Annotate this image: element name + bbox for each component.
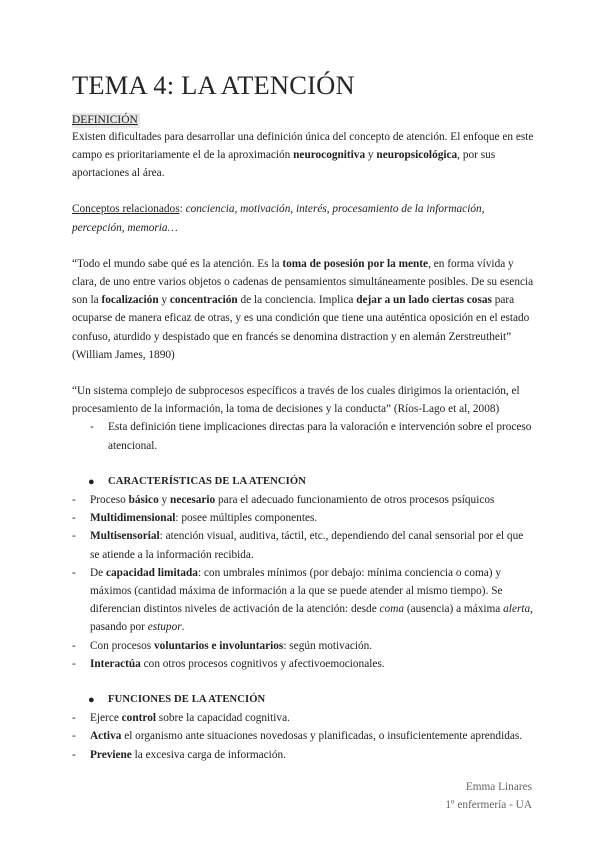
quote-note-list [90, 418, 534, 454]
bold-term: Multisensorial [90, 530, 160, 543]
footer-course: 1º enfermería - UA [445, 799, 532, 812]
conceptos-list: conciencia, motivación, interés, procesamiento de la información, percepción, memoria… [72, 203, 485, 234]
text-span: el organismo ante situaciones novedosas y planificadas, o insuficientemente aprendidas. [121, 730, 523, 743]
bullet-icon: ● [88, 475, 95, 488]
text-span: Proceso [90, 494, 129, 507]
bold-term: capacidad limitada [106, 566, 198, 579]
text-span: con otros procesos cognitivos y afectivoemocionales. [140, 657, 385, 670]
page-footer [445, 778, 532, 814]
bold-term: focalización [101, 294, 159, 307]
bold-term: básico [128, 494, 159, 507]
quote-rios-lago: “Un sistema complejo de subprocesos específicos a través de los cuales dirigimos la orientación, el procesamiento de la información, la toma de decisiones y la conducta” (Ríos-Lago et al, 2008) [72, 385, 520, 416]
heading-text: FUNCIONES DE LA ATENCIÓN [108, 694, 266, 706]
bold-term: dejar a un lado ciertas cosas [356, 294, 492, 307]
text-span: para el adecuado funcionamiento de otros procesos psíquicos [215, 494, 495, 507]
list-item [72, 727, 534, 745]
text-span: de la conciencia. Implica [237, 294, 357, 307]
bold-term: Multidimensional [90, 512, 176, 525]
list-item [72, 527, 534, 563]
quote-william-james [72, 255, 534, 364]
list-item [72, 709, 534, 727]
text-span: (ausencia) a máxima [404, 603, 504, 616]
text-span: : según motivación. [283, 639, 373, 652]
funciones-heading [72, 691, 534, 709]
bullet-icon: ● [88, 694, 95, 707]
bold-term: concentración [169, 294, 238, 307]
text-span: la excesiva carga de información. [131, 748, 286, 761]
definicion-label: DEFINICIÓN [72, 113, 138, 126]
definicion-paragraph [72, 128, 534, 183]
text-span: : [179, 203, 186, 216]
caracteristicas-list [72, 491, 534, 673]
italic-term: estupor [147, 621, 182, 634]
bold-term: toma de posesión por la mente [282, 257, 429, 270]
caracteristicas-heading [72, 473, 534, 491]
list-item [72, 564, 534, 637]
bold-term: neuropsicológica [376, 149, 458, 161]
bold-term: voluntarios e involuntarios [154, 639, 284, 652]
footer-author: Emma Linares [465, 781, 532, 793]
list-item [72, 491, 534, 509]
text-span: De [90, 566, 106, 579]
text-span: , pasando por [90, 603, 533, 634]
text-span: y [158, 494, 171, 507]
list-item: - Esta definición tiene implicaciones directas para la valoración e intervención sobre el proceso atencional. [90, 418, 534, 454]
document-page [72, 70, 534, 764]
bold-term: control [121, 712, 156, 725]
text-span: , en forma vívida y clara, de uno entre varios objetos o cadenas de pensamientos simultáneamente posibles. De su esencia son la [72, 257, 534, 307]
text-span: y [158, 294, 170, 307]
heading-text: CARACTERÍSTICAS DE LA ATENCIÓN [108, 475, 306, 487]
conceptos-label: Conceptos relacionados [72, 203, 180, 216]
list-item [72, 655, 534, 673]
list-item [72, 509, 534, 527]
text-span: y [365, 149, 377, 161]
bold-term: Activa [90, 730, 122, 743]
text-span: para ocuparse de manera eficaz de otras, y es una condición que tiene una auténtica oposición en el estado confuso, aturdido y despistado que en francés se denomina distraction y en alemán Zerstreutheit” (William James, 1890) [72, 294, 530, 361]
italic-term: alerta [503, 603, 531, 616]
list-item [72, 637, 534, 655]
text-span: Existen dificultades para desarrollar una definición única del concepto de atención. El enfoque en este campo es prioritariamente el de la aproximación [72, 130, 534, 161]
funciones-list [72, 709, 534, 764]
bold-term: Interactúa [90, 657, 141, 670]
text-span: “Todo el mundo sabe qué es la atención. Es la [72, 257, 283, 270]
text-span: , por sus aportaciones al área. [72, 149, 496, 180]
bold-term: neurocognitiva [293, 149, 366, 161]
bold-term: Previene [90, 748, 132, 761]
list-item [72, 746, 534, 764]
text-span: : posee múltiples componentes. [175, 512, 318, 525]
conceptos-paragraph [72, 200, 534, 236]
text-span: . [181, 621, 185, 634]
text-span: Ejerce [90, 712, 122, 725]
bold-term: necesario [170, 494, 216, 507]
italic-term: coma [379, 603, 405, 616]
text-span: : con umbrales mínimos (por debajo: mínima conciencia o coma) y máximos (cantidad máxima de información a la que se puede atender al mismo tiempo). Se diferencian distintos niveles de activación de la atención: desde [90, 566, 503, 616]
text-span: sobre la capacidad cognitiva. [155, 712, 290, 725]
text-span: Con procesos [90, 639, 155, 652]
text-span: : atención visual, auditiva, táctil, etc., dependiendo del canal sensorial por el que se atiende a la información recibida. [90, 530, 524, 561]
page-title: TEMA 4: LA ATENCIÓN [72, 70, 355, 100]
